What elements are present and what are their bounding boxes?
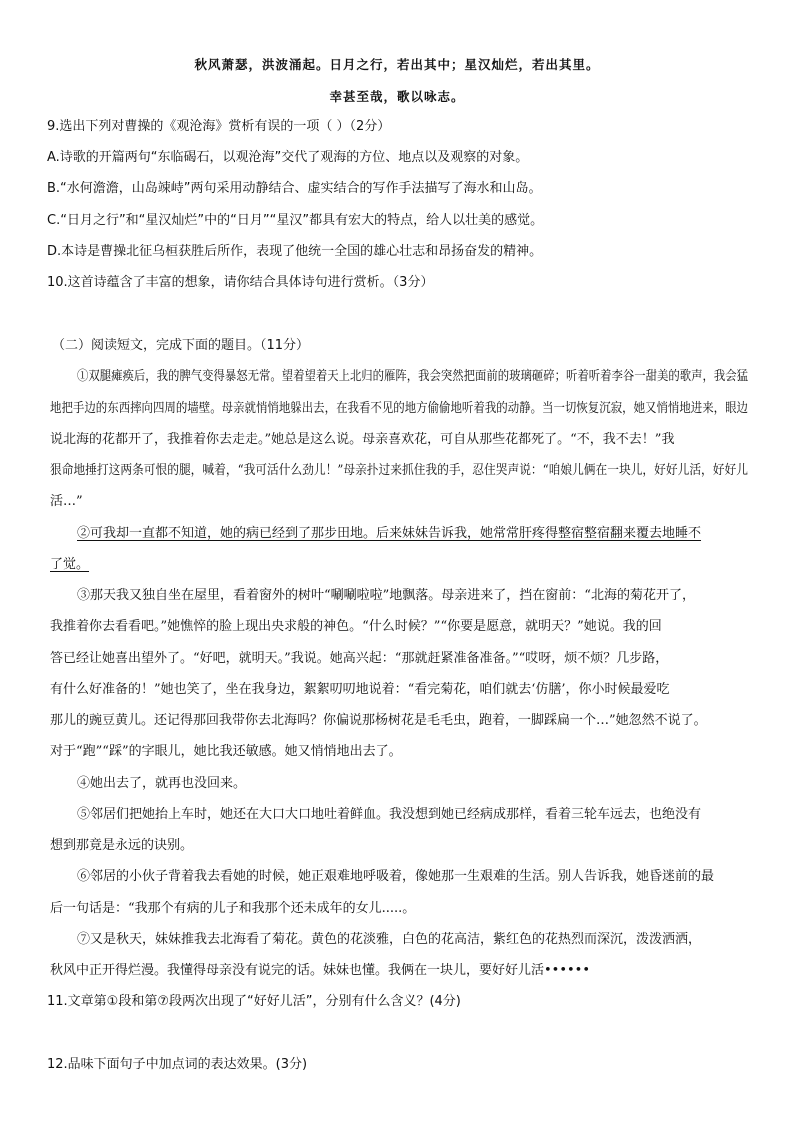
passage-p3-line-5: 那儿的豌豆黄儿。还记得那回我带你去北海吗？你偏说那杨树花是毛毛虫，跑着，一脚踩扁一个…”她忽然不说了。 <box>50 713 707 728</box>
question-9-option-d: D.本诗是曹操北征乌桓获胜后所作，表现了他统一全国的雄心壮志和昂扬奋发的精神。 <box>47 244 543 259</box>
passage-p3-line-6: 对于“跑”“踩”的字眼儿，她比我还敏感。她又悄悄地出去了。 <box>50 744 402 759</box>
passage-p3-line-4: 有什么好准备的！”她也笑了，坐在我身边，絮絮叨叨地说着：“看完菊花，咱们就去‘仿膳’，你小时候最爱吃 <box>50 682 670 697</box>
passage-p3-line-2: 我推着你去看看吧。”她憔悴的脸上现出央求般的神色。“什么时候？”“你要是愿意，就明天？”她说。我的回 <box>50 619 662 634</box>
question-9-stem: 9.选出下列对曹操的《观沧海》赏析有误的一项（ ）（2分） <box>47 119 391 134</box>
passage-p2-line-1: ②可我却一直都不知道，她的病已经到了那步田地。后来妹妹告诉我，她常常肝疼得整宿整宿翻来覆去地睡不 <box>77 526 702 541</box>
question-12: 12.品味下面句子中加点词的表达效果。(3分) <box>47 1057 308 1072</box>
passage-p5-line-2: 想到那竟是永远的诀别。 <box>50 838 194 853</box>
section-2-heading: （二）阅读短文，完成下面的题目。（11分） <box>52 338 310 353</box>
question-9-option-c: C.“日月之行”和“星汉灿烂”中的“日月”“星汉”都具有宏大的特点，给人以壮美的感觉。 <box>47 213 544 228</box>
passage-p7-line-1: ⑦又是秋天，妹妹推我去北海看了菊花。黄色的花淡雅，白色的花高洁，紫红色的花热烈而深沉，泼泼洒洒， <box>77 932 702 947</box>
passage-p1-line-5: 活…” <box>50 494 83 509</box>
question-9-option-a: A.诗歌的开篇两句“东临碣石，以观沧海”交代了观海的方位、地点以及观察的对象。 <box>47 150 529 165</box>
passage-p5-line-1: ⑤邻居们把她抬上车时，她还在大口大口地吐着鲜血。我没想到她已经病成那样，看着三轮车远去，也绝没有 <box>77 807 702 822</box>
passage-p3-line-1: ③那天我又独自坐在屋里，看着窗外的树叶“唰唰啦啦”地飘落。母亲进来了，挡在窗前：“北海的菊花开了， <box>77 588 695 603</box>
question-10: 10.这首诗蕴含了丰富的想象，请你结合具体诗句进行赏析。（3分） <box>47 275 434 290</box>
passage-p6-line-1: ⑥邻居的小伙子背着我去看她的时候，她正艰难地呼吸着，像她那一生艰难的生活。别人告诉我，她昏迷前的最 <box>77 869 715 884</box>
passage-p4: ④她出去了，就再也没回来。 <box>77 776 247 791</box>
question-9-option-b: B.“水何澹澹，山岛竦峙”两句采用动静结合、虚实结合的写作手法描写了海水和山岛。 <box>47 181 542 196</box>
passage-p1-line-2: 地把手边的东西摔向四周的墙壁。母亲就悄悄地躲出去，在我看不见的地方偷偷地听着我的动静。当一切恢复沉寂，她又悄悄地进来，眼边 <box>50 401 749 416</box>
passage-p3-line-3: 答已经让她喜出望外了。“好吧，就明天。”我说。她高兴起：“那就赶紧准备准备。”“哎呀，烦不烦？几步路， <box>50 651 669 666</box>
passage-p1-line-4: 狠命地捶打这两条可恨的腿，喊着，“我可活什么劲儿！”母亲扑过来抓住我的手，忍住哭声说：“咱娘儿俩在一块儿，好好儿活，好好儿 <box>50 463 748 478</box>
poem-line-2: 幸甚至哉，歌以咏志。 <box>329 89 465 104</box>
poem-line-1: 秋风萧瑟，洪波涌起。日月之行，若出其中；星汉灿烂，若出其里。 <box>194 57 600 72</box>
passage-p1-line-3: 说北海的花都开了，我推着你去走走。”她总是这么说。母亲喜欢花，可自从那些花都死了。“不，我不去！”我 <box>50 432 675 447</box>
passage-p1-line-1: ①双腿瘫痪后，我的脾气变得暴怒无常。望着望着天上北归的雁阵，我会突然把面前的玻璃砸碎；听着听着李谷一甜美的歌声，我会猛 <box>77 369 748 384</box>
passage-p6-line-2: 后一句话是：“我那个有病的儿子和我那个还未成年的女儿.....。 <box>50 901 416 916</box>
passage-p2-line-2: 了觉。 <box>50 557 90 572</box>
question-11: 11.文章第①段和第⑦段两次出现了“好好儿活”，分别有什么含义？(4分) <box>47 994 461 1009</box>
passage-p7-line-2: 秋风中正开得烂漫。我懂得母亲没有说完的话。妹妹也懂。我俩在一块儿，要好好儿活•••••• <box>50 963 591 978</box>
